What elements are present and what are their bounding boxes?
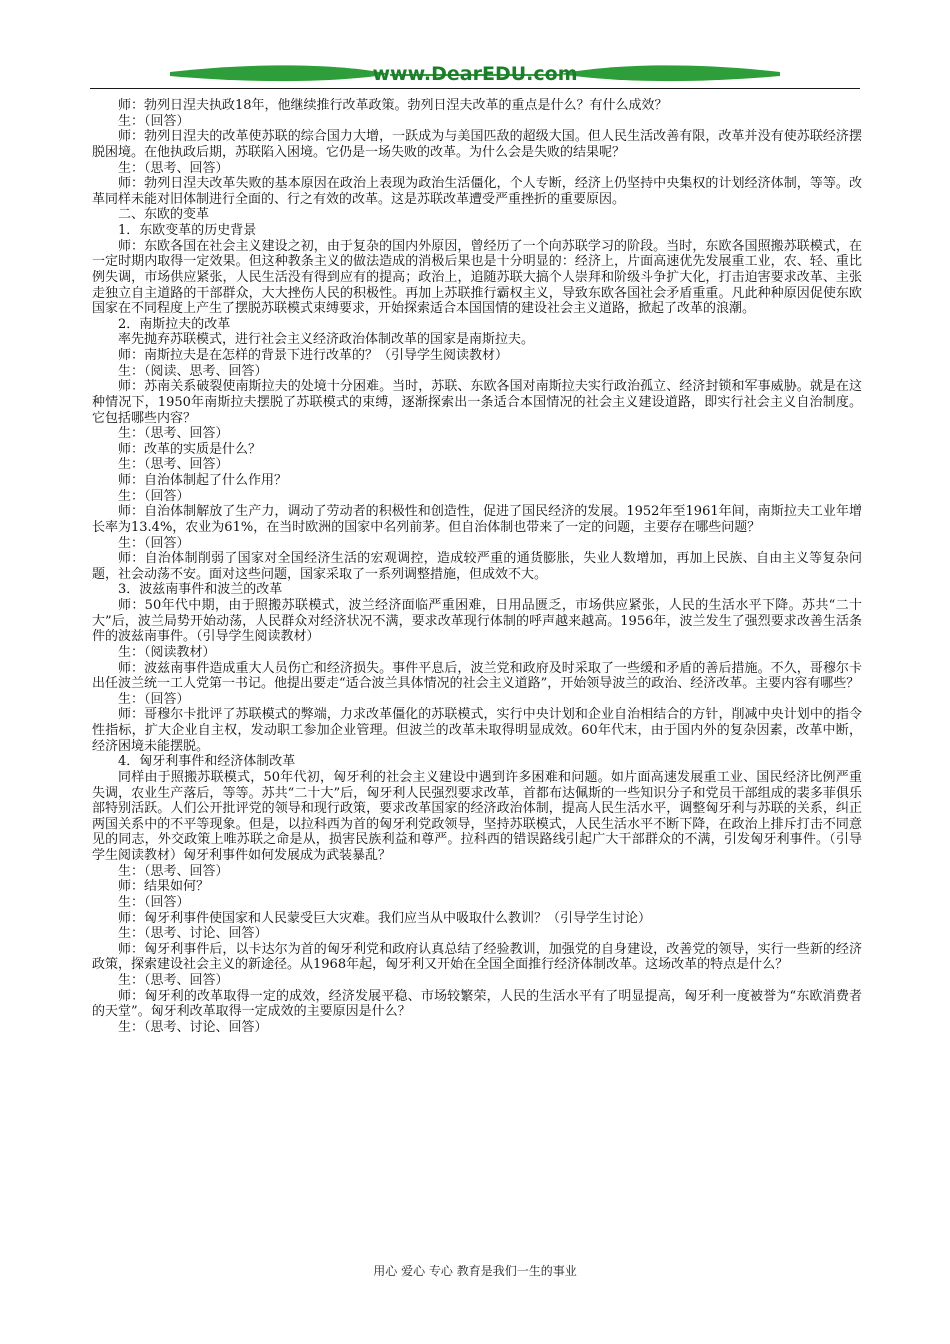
paragraph: 师：结果如何？ xyxy=(118,879,210,895)
paragraph: 生：（思考、讨论、回答） xyxy=(118,1019,268,1035)
paragraph: 师：自治体制起了什么作用？ xyxy=(118,473,288,488)
paragraph: 师：自治体制解放了生产力，调动了劳动者的积极性和创造性，促进了国民经济的发展。1952年至1961年间，南斯拉夫工业年增长率为13.4%，农业为61%，在当时欧洲的国家中名列前茅。但自治体制也带来了一定的问题，主要存在哪些问题？ xyxy=(92,504,862,535)
paragraph: 生：（阅读、思考、回答） xyxy=(118,363,268,379)
paragraph: 二、东欧的变革 xyxy=(118,207,210,223)
paragraph: 同样由于照搬苏联模式，50年代初，匈牙利的社会主义建设中遇到许多困难和问题。如片面高速发展重工业、国民经济比例严重失调，农业生产落后，等等。苏共“二十大”后，匈牙利人民强烈要求改革，首都布达佩斯的一些知识分子和党员干部组成的裴多菲俱乐部特别活跃。人们公开批评党的领导和现行政策，要求改革国家的经济政治体制，提高人民生活水平，调整匈牙利与苏联的关系，纠正两国关系中的不平等现象。但是，以拉科西为首的匈牙利党政领导，坚持苏联模式，人民生活水平不断下降，在政治上排斥打击不同意见的同志，外交政策上唯苏联之命是从，损害民族利益和尊严。拉科西的错误路线引起广大干部群众的不满，引发匈牙利事件。（引导学生阅读教材）匈牙利事件如何发展成为武装暴乱？ xyxy=(92,769,862,863)
paragraph: 师：改革的实质是什么？ xyxy=(118,441,262,457)
paragraph: 生：（回答） xyxy=(118,488,190,504)
paragraph: 3．波兹南事件和波兰的改革 xyxy=(118,582,283,598)
paragraph: 师：南斯拉夫是在怎样的背景下进行改革的？（引导学生阅读教材） xyxy=(118,348,509,363)
paragraph: 师：勃列日涅夫改革失败的基本原因在政治上表现为政治生活僵化，个人专断，经济上仍坚持中央集权的计划经济体制，等等。改革同样未能对旧体制进行全面的、行之有效的改革。这是苏联改革遭受严重挫折的重要原因。 xyxy=(92,176,862,207)
paragraph: 生：（思考、回答） xyxy=(118,457,229,473)
paragraph: 师：50年代中期，由于照搬苏联模式，波兰经济面临严重困难，日用品匮乏，市场供应紧张，人民的生活水平下降。苏共“二十大”后，波兰局势开始动荡，人民群众对经济状况不满，要求改革现行体制的呼声越来越高。1956年，波兰发生了强烈要求改善生活条件的波兹南事件。（引导学生阅读教材） xyxy=(92,598,862,645)
header-divider xyxy=(90,88,860,89)
paragraph: 师：哥穆尔卡批评了苏联模式的弊端，力求改革僵化的苏联模式，实行中央计划和企业自治相结合的方针，削减中央计划中的指令性指标，扩大企业自主权，发动职工参加企业管理。但波兰的改革未取得明显成效。60年代末，由于国内外的复杂因素，改革中断，经济困境未能摆脱。 xyxy=(92,707,862,754)
paragraph: 师：东欧各国在社会主义建设之初，由于复杂的国内外原因，曾经历了一个向苏联学习的阶段。当时，东欧各国照搬苏联模式，在一定时期内取得一定效果。但这种教条主义的做法造成的消极后果也是十分明显的：经济上，片面高速优先发展重工业，农、轻、重比例失调，市场供应紧张，人民生活没有得到应有的提高；政治上，追随苏联大搞个人崇拜和阶级斗争扩大化，打击迫害要求改革、主张走独立自主道路的干部群众，大大挫伤人民的积极性。再加上苏联推行霸权主义，导致东欧各国社会矛盾重重。凡此种种原因促使东欧国家在不同程度上产生了摆脱苏联模式束缚要求，开始探索适合本国国情的建设社会主义道路，掀起了改革的浪潮。 xyxy=(92,238,862,317)
site-header xyxy=(90,58,860,90)
paragraph: 师：自治体制削弱了国家对全国经济生活的宏观调控，造成较严重的通货膨胀，失业人数增加，再加上民族、自由主义等复杂问题，社会动荡不安。面对这些问题，国家采取了一系列调整措施，但成效不大。 xyxy=(92,551,862,582)
site-logo-text: www.DearEDU.com xyxy=(372,63,578,85)
header-logo-banner xyxy=(90,58,860,90)
paragraph: 1．东欧变革的历史背景 xyxy=(118,223,257,238)
paragraph: 生：（思考、回答） xyxy=(118,160,229,176)
paragraph: 师：匈牙利事件后，以卡达尔为首的匈牙利党和政府认真总结了经验教训，加强党的自身建设，改善党的领导，实行一些新的经济政策，探索建设社会主义的新途径。从1968年起，匈牙利又开始在全国全面推行经济体制改革。这场改革的特点是什么？ xyxy=(92,941,862,973)
paragraph: 生：（回答） xyxy=(118,691,190,707)
paragraph: 师：匈牙利的改革取得一定的成效，经济发展平稳、市场较繁荣，人民的生活水平有了明显提高，匈牙利一度被誉为“东欧消费者的天堂”。匈牙利改革取得一定成效的主要原因是什么？ xyxy=(92,988,862,1020)
paragraph: 师：匈牙利事件使国家和人民蒙受巨大灾难。我们应当从中吸取什么教训？（引导学生讨论） xyxy=(118,910,652,926)
paragraph: 生：（回答） xyxy=(118,894,190,910)
document-body xyxy=(92,98,862,1036)
page-footer: 用心 爱心 专心 教育是我们一生的事业 xyxy=(373,1264,577,1278)
paragraph: 2．南斯拉夫的改革 xyxy=(118,316,231,332)
paragraph: 师：勃列日涅夫执政18年，他继续推行改革政策。勃列日涅夫改革的重点是什么？有什么成效？ xyxy=(118,98,668,113)
paragraph: 生：（阅读教材） xyxy=(118,644,216,660)
paragraph: 生：（回答） xyxy=(118,535,190,551)
paragraph: 生：（思考、讨论、回答） xyxy=(118,926,268,942)
paragraph: 4．匈牙利事件和经济体制改革 xyxy=(118,754,296,770)
paragraph: 生：（思考、回答） xyxy=(118,863,229,879)
paragraph: 率先抛弃苏联模式，进行社会主义经济政治体制改革的国家是南斯拉夫。 xyxy=(118,332,535,348)
paragraph: 师：勃列日涅夫的改革使苏联的综合国力大增，一跃成为与美国匹敌的超级大国。但人民生活改善有限，改革并没有使苏联经济摆脱困境。在他执政后期，苏联陷入困境。它仍是一场失败的改革。为什么会是失败的结果呢？ xyxy=(92,129,862,160)
paragraph: 生：（思考、回答） xyxy=(118,973,229,988)
paragraph: 师：苏南关系破裂使南斯拉夫的处境十分困难。当时，苏联、东欧各国对南斯拉夫实行政治孤立、经济封锁和军事威胁。就是在这种情况下，1950年南斯拉夫摆脱了苏联模式的束缚，逐渐探索出一条适合本国情况的社会主义建设道路，即实行社会主义自治制度。它包括哪些内容？ xyxy=(92,379,862,426)
paragraph: 生：（思考、回答） xyxy=(118,426,229,442)
paragraph: 生：（回答） xyxy=(118,113,190,129)
paragraph: 师：波兹南事件造成重大人员伤亡和经济损失。事件平息后，波兰党和政府及时采取了一些缓和矛盾的善后措施。不久，哥穆尔卡出任波兰统一工人党第一书记。他提出要走“适合波兰具体情况的社会主义道路”，开始领导波兰的政治、经济改革。主要内容有哪些？ xyxy=(92,660,862,692)
